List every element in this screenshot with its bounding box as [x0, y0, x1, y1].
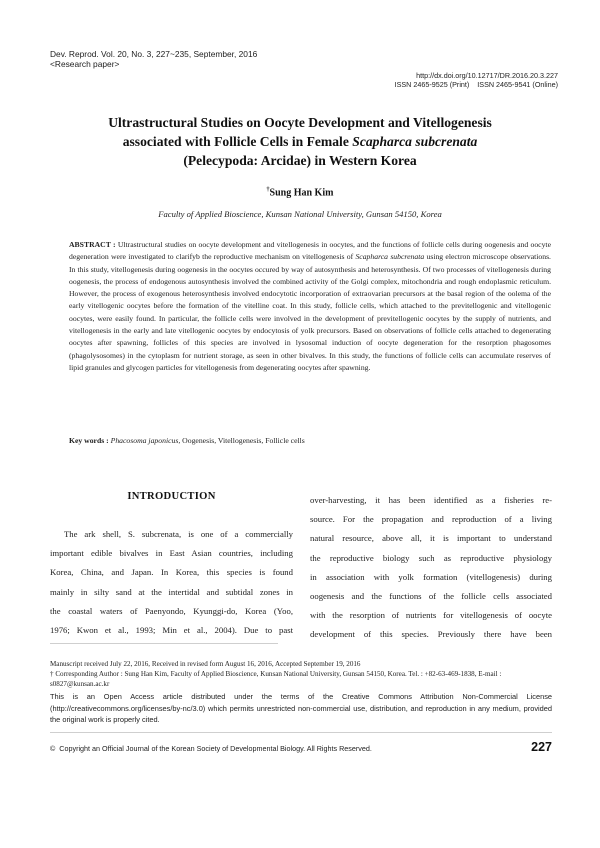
- issn-line: ISSN 2465-9525 (Print) ISSN 2465-9541 (Online): [394, 80, 558, 90]
- intro-right-line: in association with yolk formation (vitellogenesis) during: [310, 571, 552, 582]
- title-line-1: Ultrastructural Studies on Oocyte Development and Vitellogenesis: [108, 115, 492, 130]
- manuscript-dates: Manuscript received July 22, 2016, Received in revised form August 16, 2016, Accepted September 19, 2016: [50, 660, 361, 668]
- author-mark: †: [266, 187, 270, 193]
- abstract: [69, 239, 551, 374]
- license-notice: This is an Open Access article distributed under the terms of the Creative Commons Attribution Non-Commercial License (http://creativecommons.org/licenses/by-nc/3.0) which permits unrestricted non-commercial use, distribution, and reproduction in any medium, provided the original work is properly cited.: [50, 692, 552, 725]
- introduction-heading: INTRODUCTION: [127, 491, 216, 502]
- doi-block: [395, 71, 558, 90]
- abstract-species: Scapharca subcrenata: [355, 252, 425, 262]
- journal-citation: Dev. Reprod. Vol. 20, No. 3, 227~235, September, 2016: [50, 49, 258, 59]
- intro-right-line: oogenesis and the functions of the follicle cells associated: [310, 591, 552, 602]
- intro-right-line: the reproductive biology such as reproductive physiology: [310, 552, 552, 563]
- intro-right-line: natural resource, above all, it is important to understand: [310, 533, 552, 544]
- doi-link[interactable]: http://dx.doi.org/10.12717/DR.2016.20.3.227: [416, 71, 558, 80]
- paper-type: <Research paper>: [50, 59, 120, 69]
- paper-title: [50, 113, 550, 170]
- title-line-2: associated with Follicle Cells in Female Scapharca subcrenata: [122, 134, 478, 149]
- intro-left-line: mainly in silty sand at the intertidal and subtidal zones in: [50, 586, 293, 597]
- title-species: Scapharca subcrenata: [352, 134, 478, 149]
- intro-right-line: source. For the propagation and reproduction of a living: [310, 514, 552, 525]
- intro-right-line: with the resorption of nutrients for vitellogenesis of oocyte: [310, 610, 552, 621]
- intro-left-line: Korea, China, and Japan. In Korea, this species is found: [50, 567, 293, 578]
- intro-right-body: [310, 491, 552, 645]
- abstract-text-2: using electron microscope observations. In this study, vitellogenesis during oogenesis in the oocytes occured by way of autosynthesis and heterosynthesis. Of two processes of vitellogenesis during oogenesis, the process of endogenous autosynthesis involved the combined activity of the Golgi complex, mitochondria and rough endoplasmic reticulum. However, the process of exogenous heterosynthesis involved endocytotic incorporation of extraovarian precursors at the basal region of the oolema of the early vitellogenic oocytes before the formation of the vitelline coat. In this study, follicle cells, which attached to the previtellogenic and vitellogenic oocytes, were easily found. In particular, the follicle cells were involved in the development of previtellogenic oocytes by the supply of nutrients, and vitellogenesis in the early and late vitellogenic oocytes by endocytosis of yolk precursors. Based on observations of follicle cells attached to degenerating oocytes after spawning, follicles of this species are involved in lysosomal induction of oocyte degeneration for the resorption phagosomes (phagolysosomes) in the cytoplasm for nutrient storage, as seen in other bivalves. In this study, the functions of follicle cells can accumulate reserves of lipid granules and glycogen particles for vitellogenesis from degenerating oocytes after spawning.: [69, 252, 551, 372]
- footnotes: [50, 659, 552, 690]
- intro-right-line: over-harvesting, it has been identified as a fisheries re-: [310, 495, 552, 505]
- intro-left-body: [50, 525, 293, 640]
- author-line: [0, 187, 600, 198]
- keywords: [69, 435, 551, 446]
- journal-header: [50, 49, 257, 69]
- keywords-species: Phacosoma japonicus,: [110, 436, 181, 445]
- intro-left-line: The ark shell, S. subcrenata, is one of a commercially: [64, 529, 293, 539]
- intro-left-line: the coastal waters of Paenyondo, Kyunggi-do, Korea (Yoo,: [50, 605, 293, 616]
- copyright-notice: © Copyright an Official Journal of the Korean Society of Developmental Biology. All Rights Reserved.: [50, 744, 372, 753]
- page-number: 227: [531, 740, 552, 754]
- intro-right-column: [310, 491, 552, 645]
- intro-right-line: development of this species. Previously there have been: [310, 629, 552, 640]
- footer-divider: [50, 732, 552, 733]
- title-line-3: (Pelecypoda: Arcidae) in Western Korea: [183, 153, 417, 168]
- abstract-label: ABSTRACT :: [69, 240, 116, 249]
- intro-left-line: 1976; Kwon et al., 1993; Min et al., 2004). Due to past: [50, 625, 293, 636]
- corresponding-author: † Corresponding Author : Sung Han Kim, Faculty of Applied Bioscience, Kunsan National University, Gunsan 54150, Korea. Tel. : +82-63-469-1838, E-mail : s0827@kunsan.ac.kr: [50, 670, 502, 689]
- author-name: Sung Han Kim: [269, 187, 334, 199]
- intro-left-line: important edible bivalves in East Asian countries, including: [50, 548, 293, 559]
- footnote-divider: [50, 643, 278, 644]
- affiliation: Faculty of Applied Bioscience, Kunsan National University, Gunsan 54150, Korea: [158, 209, 442, 219]
- keywords-text: Oogenesis, Vitellogenesis, Follicle cells: [180, 436, 305, 445]
- intro-left-column: [50, 491, 293, 640]
- abstract-text-1: Ultrastructural studies on oocyte development and vitellogenesis in oocytes, and the functions of follicle cells during oogenesis and oocyte degeneration were investigated to clarifyb the reproductive mechanism on vitellogenesis of: [69, 240, 551, 262]
- keywords-label: Key words :: [69, 436, 109, 445]
